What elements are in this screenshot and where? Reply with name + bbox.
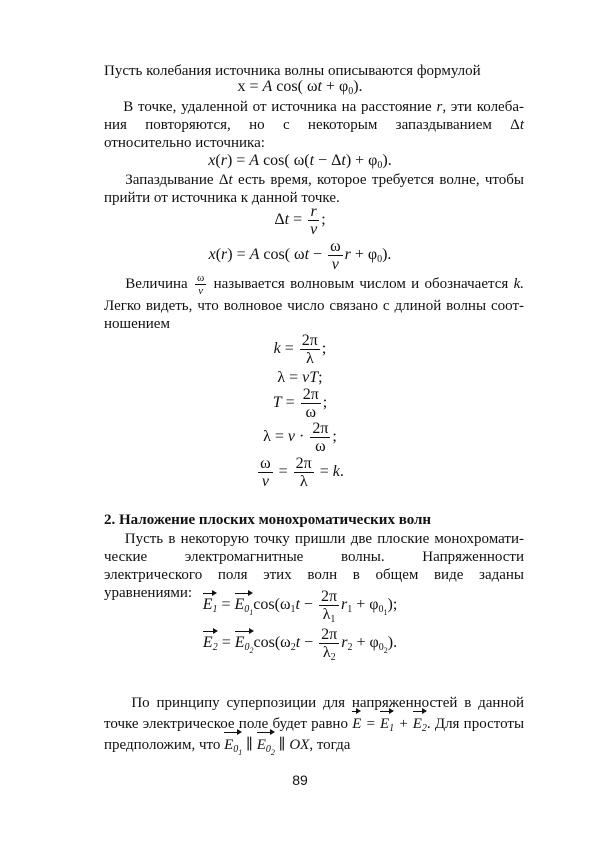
equation-9: $\frac{\omega}{v}$ = $\frac{2\pi}{\lambda}$ = k.	[260, 455, 344, 490]
paragraph-5: Пусть в некоторую точку пришли две плоские монохромати-ческие электромагнитные волны. Напряженности электрического поля этих волн в общем виде заданы уравнениями:	[104, 531, 525, 601]
paragraph-1: Пусть колебания источника волны описываются формулой	[104, 63, 481, 79]
equation-7: T = $\frac{2\pi}{\omega}$ ;	[272, 386, 328, 421]
equation-10: $E_1 = E_{0_1}\cos(\omega_1t$ − $\frac{2\pi}{\lambda_1}$ $r_1 + \varphi_{0_1}$);	[202, 588, 398, 625]
equation-5: k = $\frac{2\pi}{\lambda}$ ;	[273, 332, 327, 367]
equation-1: x = A cos( $\omega t + \varphi_0$).	[237, 78, 363, 97]
paragraph-6: По принципу суперпозиции для напряженностей в данной точке электрическое поле будет равно $E = E_1 + E_2$. Для простоты предположим, что $E_{0_1}$ ∥ $E_{0_2}$ ∥ OX, тогда	[104, 695, 525, 757]
equation-8: λ = v · $\frac{2\pi}{\omega}$ ;	[263, 420, 337, 455]
equation-4: x(r) = A cos( ωt − $\frac{\omega}{v}$ $r + \varphi_0$).	[208, 238, 392, 273]
paragraph-3: Запаздывание Δt есть время, которое требуется волне, чтобы прийти от источника к данной точке.	[104, 172, 524, 206]
equation-6: λ = vT;	[277, 369, 323, 386]
page-number: 89	[292, 772, 308, 788]
omega-over-v-fraction: $\frac{\omega}{v}$	[197, 272, 205, 297]
equation-2: x(r) = A cos( $\omega(t - \Delta t) + \varphi_0$).	[208, 152, 392, 171]
equation-3: Δt = $\frac{r}{v}$ ;	[274, 203, 326, 238]
section-heading: 2. Наложение плоских монохроматических волн	[104, 512, 432, 528]
paragraph-2: В точке, удаленной от источника на расстояние r, эти колеба-ния повторяются, но с некоторым запаздыванием Δt относительно источника:	[104, 99, 525, 151]
paragraph-4: Величина $\frac{\omega}{v}$ называется волновым числом и обозначается k. Легко видеть, что волновое число связано с длиной волны соот-ношением	[104, 272, 525, 332]
equation-11: $E_2 = E_{0_2}\cos(\omega_2t$ − $\frac{2\pi}{\lambda_2}$ $r_2 + \varphi_{0_2}$).	[202, 626, 398, 663]
